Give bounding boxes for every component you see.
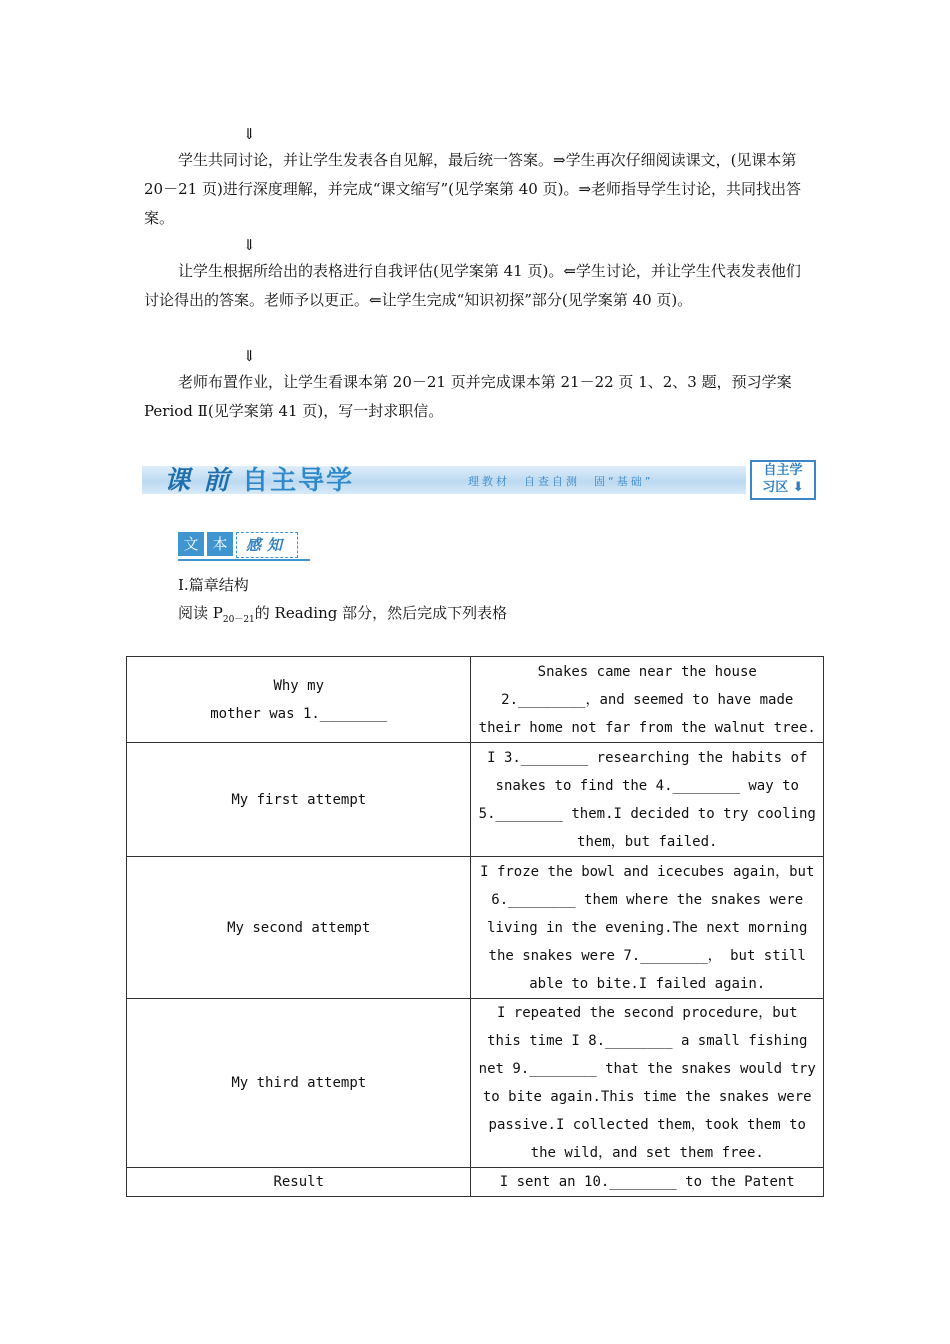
table-cell: I repeated the second procedure，but this time I 8.________ a small fishing net 9.________ that the snakes would try to bite again.This time the snakes were passive.I collected them，took them to the wild，and set them free. xyxy=(471,999,824,1168)
section-heading: Ⅰ.篇章结构 xyxy=(178,576,249,594)
chapter-structure-table xyxy=(126,656,824,1197)
table-cell: My first attempt xyxy=(127,743,471,857)
banner-title: 课 前 自主导学 xyxy=(164,466,355,496)
table-row xyxy=(127,657,824,743)
table-cell: Why my mother was 1.________ xyxy=(127,657,471,743)
table-cell: My second attempt xyxy=(127,857,471,999)
table-row xyxy=(127,999,824,1168)
flow-paragraph-3: 老师布置作业，让学生看课本第 20－21 页并完成课本第 21－22 页 1、2、3 题，预习学案 Period Ⅱ(见学案第 41 页)，写一封求职信。 xyxy=(144,373,792,420)
table-cell: I froze the bowl and icecubes again，but 6.________ them where the snakes were living in the evening.The next morning the snakes were 7.________， but still able to bite.I failed again. xyxy=(471,857,824,999)
flow-paragraph-2: 让学生根据所给出的表格进行自我评估(见学案第 41 页)。⇐学生讨论，并让学生代表发表他们讨论得出的答案。老师予以更正。⇐让学生完成“知识初探”部分(见学案第 40 页)。 xyxy=(144,262,801,309)
table-cell: I sent an 10.________ to the Patent xyxy=(471,1168,824,1197)
table-cell: Snakes came near the house 2.________，and seemed to have made their home not far from the walnut tree. xyxy=(471,657,824,743)
flow-arrow: ⇓ xyxy=(243,125,256,143)
section-instruction: 阅读 $P_{20-21}$的 Reading 部分，然后完成下列表格 xyxy=(178,604,508,625)
flow-arrow: ⇓ xyxy=(243,347,256,365)
banner-subtitle: 理教材 自查自测 固“基础” xyxy=(468,475,654,488)
table-row xyxy=(127,857,824,999)
section-banner xyxy=(142,458,816,502)
table-cell: Result xyxy=(127,1168,471,1197)
flow-arrow: ⇓ xyxy=(243,236,256,254)
table-row xyxy=(127,743,824,857)
table-row xyxy=(127,1168,824,1197)
table-cell: My third attempt xyxy=(127,999,471,1168)
flow-paragraph-1: 学生共同讨论，并让学生发表各自见解，最后统一答案。⇒学生再次仔细阅读课文，(见课本第 20－21 页)进行深度理解，并完成“课文缩写”(见学案第 40 页)。⇒老师指导学生讨论，共同找出答案。 xyxy=(144,151,802,227)
table-cell: I 3.________ researching the habits of snakes to find the 4.________ way to 5.________ them.I decided to try cooling them，but failed. xyxy=(471,743,824,857)
self-study-zone-badge: 自主学 习区 ⬇ xyxy=(750,460,816,500)
